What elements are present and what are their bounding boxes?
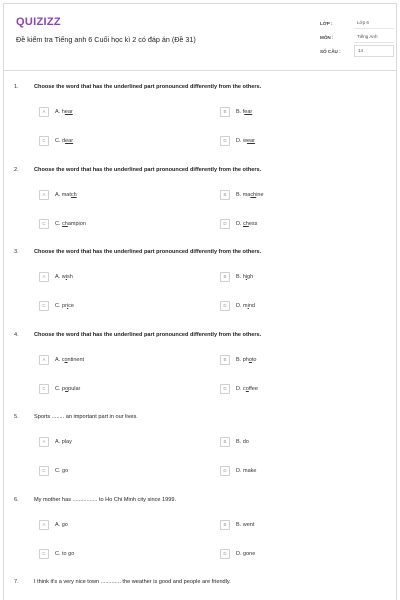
option-underlined-part: ear [65, 138, 74, 144]
answer-option-b[interactable] [220, 190, 264, 200]
option-text: B. went [236, 521, 255, 528]
option-text: A. mat [55, 191, 71, 198]
option-label [55, 551, 74, 557]
question-3 [4, 245, 396, 328]
option-text-suffix: ampion [67, 220, 86, 227]
worksheet-page [3, 3, 397, 600]
answer-option-d[interactable] [220, 384, 258, 394]
answer-option-d[interactable] [220, 466, 256, 476]
answer-option-b[interactable] [220, 437, 249, 447]
option-letter-box: D [220, 301, 230, 311]
option-label [55, 357, 84, 363]
option-label [236, 386, 258, 392]
answer-option-a[interactable] [39, 272, 73, 282]
question-4 [4, 328, 396, 411]
meta-label: MÔN : [320, 34, 334, 40]
option-underlined-part: ch [62, 220, 68, 227]
answer-option-c[interactable] [39, 301, 74, 311]
option-letter-box: B [220, 355, 230, 365]
option-letter-box: B [220, 520, 230, 530]
meta-value: Tiếng Anh [354, 32, 394, 43]
option-letter-box: C [39, 549, 49, 559]
answer-option-a[interactable] [39, 437, 72, 447]
option-label [55, 274, 73, 280]
option-text: C. p [55, 385, 66, 392]
option-label [236, 221, 257, 227]
option-letter-box: C [39, 384, 49, 394]
option-text-suffix: ess [248, 220, 258, 227]
answer-option-d[interactable] [220, 549, 255, 559]
option-text: D. make [236, 468, 257, 474]
meta-row-grade [320, 16, 394, 30]
option-letter-box: B [220, 437, 230, 447]
option-letter-box: D [220, 219, 230, 229]
option-letter-box: D [220, 136, 230, 146]
option-text: B. ma [236, 191, 251, 198]
option-underlined-part: ch [70, 191, 77, 198]
option-label [55, 439, 72, 445]
meta-row-subject [320, 30, 394, 44]
option-underlined-part: o [248, 356, 252, 363]
answer-option-c[interactable] [39, 466, 68, 476]
answer-option-c[interactable] [39, 219, 86, 229]
option-text: D. c [236, 385, 246, 392]
option-text: A. play [55, 439, 72, 445]
option-underlined-part: i [66, 303, 69, 309]
question-text: I think it's a very nice town ............. the weather is good and people are friendly. [34, 579, 231, 585]
option-text-suffix: to [251, 356, 257, 363]
question-text: Choose the word that has the underlined part pronounced differently from the others. [34, 84, 262, 90]
option-text: C. [55, 220, 63, 227]
option-label [55, 468, 68, 474]
option-label [236, 192, 264, 198]
option-underlined-part: ear [64, 109, 73, 115]
option-letter-box: A [39, 437, 49, 447]
option-label [55, 221, 86, 227]
answer-option-a[interactable] [39, 107, 73, 117]
option-underlined-part: i [245, 274, 248, 280]
question-number: 6. [14, 496, 19, 503]
question-1 [4, 80, 396, 163]
option-text-suffix: ine [256, 191, 264, 198]
option-text-suffix: ffee [248, 385, 258, 392]
option-letter-box: D [220, 549, 230, 559]
option-letter-box: A [39, 520, 49, 530]
option-underlined-part: o [65, 385, 69, 392]
meta-label: LỚP : [320, 20, 333, 26]
option-letter-box: C [39, 219, 49, 229]
option-label [236, 138, 255, 144]
option-text: A. go [55, 521, 68, 528]
option-letter-box: C [39, 136, 49, 146]
worksheet-header [4, 4, 396, 71]
option-underlined-part: ch [250, 191, 257, 198]
meta-label: SỐ CÂU : [320, 48, 341, 54]
answer-option-b[interactable] [220, 355, 257, 365]
question-5 [4, 410, 396, 493]
answer-option-b[interactable] [220, 520, 254, 530]
answer-option-c[interactable] [39, 549, 74, 559]
option-text: B. h [236, 274, 246, 280]
option-letter-box: D [220, 384, 230, 394]
option-label [236, 522, 254, 528]
option-text-suffix: sh [66, 274, 73, 280]
option-label [236, 303, 255, 309]
answer-option-c[interactable] [39, 384, 80, 394]
option-label [55, 386, 80, 392]
worksheet-title: Đề kiểm tra Tiếng anh 6 Cuối học kì 2 có đáp án (Đề 31) [16, 35, 196, 44]
option-label [236, 468, 256, 474]
option-text-suffix: gh [247, 274, 254, 280]
option-text: C. go [55, 468, 69, 474]
option-text: C. d [55, 138, 66, 144]
option-text: C. to go [55, 550, 75, 557]
quizizz-logo[interactable]: QUIZIZZ [16, 16, 61, 28]
option-text: B. ph [236, 356, 249, 363]
option-text: B. f [236, 109, 245, 115]
option-underlined-part: ch [243, 220, 249, 227]
option-text: D. gone [236, 550, 256, 557]
question-number: 2. [14, 166, 19, 173]
question-text: Choose the word that has the underlined part pronounced differently from the others. [34, 331, 262, 338]
question-number: 7. [14, 579, 19, 585]
option-text: D. w [236, 138, 247, 144]
option-text-suffix: pular [68, 385, 81, 392]
option-letter-box: B [220, 107, 230, 117]
question-number: 1. [14, 84, 19, 90]
option-text: D. [236, 220, 244, 227]
option-label [236, 357, 257, 363]
question-text: Choose the word that has the underlined part pronounced differently from the others. [34, 249, 262, 255]
answer-option-b[interactable] [220, 272, 253, 282]
option-underlined-part: o [245, 385, 249, 392]
option-text: B. do [236, 439, 249, 445]
option-underlined-part: ear [247, 138, 255, 144]
option-letter-box: A [39, 355, 49, 365]
option-label [236, 109, 252, 115]
option-text: A. h [55, 109, 65, 115]
option-label [55, 109, 73, 115]
answer-option-d[interactable] [220, 219, 257, 229]
option-letter-box: D [220, 466, 230, 476]
question-text: Sports ........ an important part in our lives. [34, 414, 138, 420]
option-letter-box: C [39, 301, 49, 311]
option-label [236, 274, 253, 280]
option-underlined-part: i [247, 303, 249, 309]
question-6 [4, 493, 396, 576]
option-label [236, 439, 249, 445]
question-number: 4. [14, 331, 19, 338]
option-underlined-part: ear [244, 109, 253, 115]
option-label [55, 138, 73, 144]
option-label [55, 522, 68, 528]
answer-option-a[interactable] [39, 190, 77, 200]
question-text: My mother has ................ to Ho Chi Minh city since 1999. [34, 496, 177, 503]
question-list [4, 80, 396, 600]
meta-value: Lớp 6 [354, 18, 394, 29]
option-label [236, 551, 255, 557]
option-letter-box: A [39, 190, 49, 200]
answer-option-d[interactable] [220, 136, 255, 146]
answer-option-c[interactable] [39, 136, 73, 146]
question-number: 5. [14, 414, 19, 420]
question-number: 3. [14, 249, 19, 255]
question-7 [4, 575, 396, 600]
option-text-suffix: ntinent [67, 356, 85, 363]
option-underlined-part: i [65, 274, 67, 280]
option-letter-box: C [39, 466, 49, 476]
option-text: A. c [55, 356, 65, 363]
answer-option-a[interactable] [39, 520, 68, 530]
option-text-suffix: nd [248, 303, 255, 309]
option-letter-box: B [220, 190, 230, 200]
option-text: C. pr [55, 303, 67, 309]
option-underlined-part: o [64, 356, 68, 363]
option-letter-box: A [39, 107, 49, 117]
answer-option-a[interactable] [39, 355, 84, 365]
option-text: D. m [236, 303, 248, 309]
option-letter-box: A [39, 272, 49, 282]
option-letter-box: B [220, 272, 230, 282]
question-text: Choose the word that has the underlined part pronounced differently from the others. [34, 166, 262, 173]
option-text-suffix: ce [68, 303, 74, 309]
meta-value: 14 [354, 45, 394, 57]
option-label [55, 192, 77, 198]
worksheet-meta [320, 16, 394, 58]
option-text: A. w [55, 274, 66, 280]
answer-option-b[interactable] [220, 107, 252, 117]
answer-option-d[interactable] [220, 301, 255, 311]
meta-row-question-count [320, 44, 394, 58]
option-label [55, 303, 74, 309]
question-2 [4, 163, 396, 246]
